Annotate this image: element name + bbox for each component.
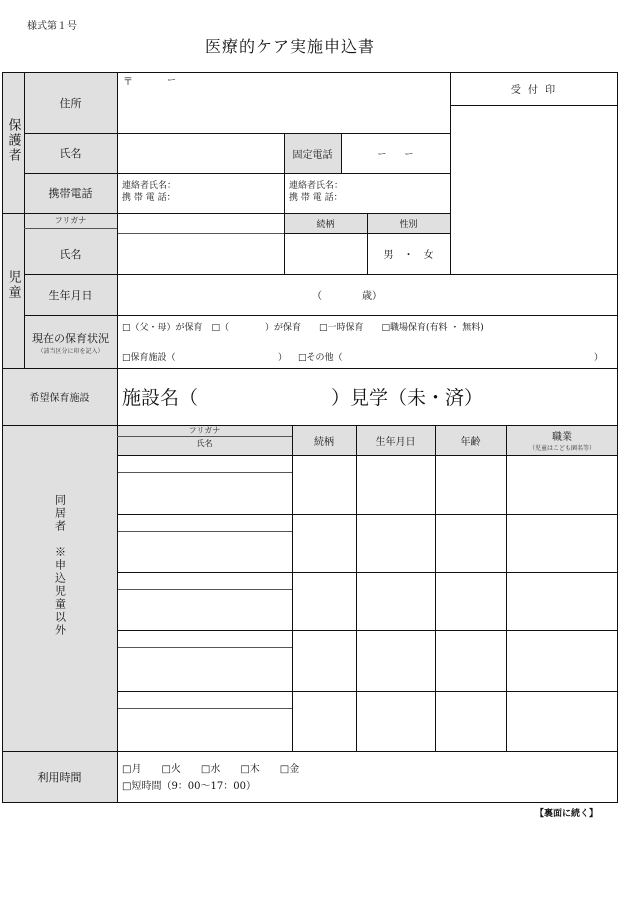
child-sex-label: 性別: [399, 219, 418, 230]
mobile-contact-1[interactable]: [122, 180, 176, 204]
address-field[interactable]: [118, 86, 449, 132]
guardian-section-label: 保護者: [5, 117, 21, 163]
household-relation-header: 続柄: [314, 436, 334, 448]
birthdate-label: 生年月日: [48, 288, 93, 302]
child-name-label: 氏名: [59, 247, 82, 261]
household-furigana-header: フリガナ: [188, 426, 221, 435]
contact-phone-label: 携 帯 電 話：: [289, 193, 343, 203]
status-options-line1[interactable]: □（父・母）が保育 □（ ）が保育 □一時保育 □職場保育(有料 ・ 無料): [122, 323, 484, 333]
contact-phone-label: 携 帯 電 話：: [122, 193, 176, 203]
household-row[interactable]: [118, 692, 617, 750]
postal-dash: ー: [167, 76, 177, 86]
child-name-field[interactable]: [118, 234, 283, 273]
form-number: 様式第１号: [27, 21, 77, 32]
child-relation-field[interactable]: [285, 234, 366, 273]
guardian-name-field[interactable]: [118, 134, 283, 172]
child-section-label: 児童: [5, 270, 21, 300]
address-label: 住所: [59, 96, 82, 110]
status-facility-close: ）: [278, 353, 288, 363]
usage-short-time[interactable]: □短時間（9：00〜17：00）: [122, 781, 256, 792]
contact-name-label: 連絡者氏名：: [122, 181, 177, 191]
household-job-header-cell: [506, 425, 618, 455]
household-birthdate-header: 生年月日: [375, 436, 416, 448]
facility-field[interactable]: 施設名（ ）見学（未・済）: [122, 387, 484, 409]
household-age-header: 年齢: [460, 436, 481, 448]
mobile-contact-2[interactable]: [289, 180, 343, 204]
usage-label: 利用時間: [37, 770, 82, 784]
child-relation-label: 続柄: [316, 219, 335, 230]
postal-mark: 〒: [123, 77, 133, 88]
child-furigana-field[interactable]: [118, 214, 283, 232]
household-row[interactable]: [118, 456, 617, 513]
status-other-close: ）: [594, 353, 604, 363]
receipt-stamp-area[interactable]: [451, 106, 617, 273]
birthdate-age-field[interactable]: （ 歳）: [312, 291, 382, 302]
child-sex-options[interactable]: 男 ・ 女: [383, 250, 434, 261]
household-row[interactable]: [118, 573, 617, 629]
child-furigana-label: フリガナ: [54, 215, 87, 225]
status-label-cell: [24, 325, 117, 359]
household-row[interactable]: [118, 515, 617, 571]
page-title: 医療的ケア実施申込書: [205, 37, 376, 56]
contact-name-label: 連絡者氏名：: [289, 181, 344, 191]
household-job-note: （児童はこども園名等）: [528, 445, 595, 452]
status-other-option[interactable]: □その他（: [298, 353, 343, 363]
household-row[interactable]: [118, 631, 617, 690]
household-name-header: 氏名: [196, 439, 213, 448]
household-job-header: 職業: [552, 432, 572, 443]
status-facility-option[interactable]: □保育施設（: [122, 353, 176, 363]
guardian-name-label: 氏名: [59, 147, 82, 160]
status-note: （該当区分に印を記入）: [37, 347, 104, 355]
continue-note: 【裏面に続く】: [535, 809, 599, 819]
household-label: 同居者 ※申込児童以外: [53, 493, 67, 637]
status-label: 現在の保育状況: [32, 331, 109, 345]
receipt-stamp-label: 受 付 印: [510, 85, 558, 96]
facility-label: 希望保育施設: [29, 393, 90, 404]
landline-label: 固定電話: [292, 149, 333, 161]
landline-field[interactable]: ー ー: [377, 149, 414, 160]
mobile-label: 携帯電話: [48, 187, 93, 200]
usage-days[interactable]: □月 □火 □水 □木 □金: [122, 764, 300, 775]
